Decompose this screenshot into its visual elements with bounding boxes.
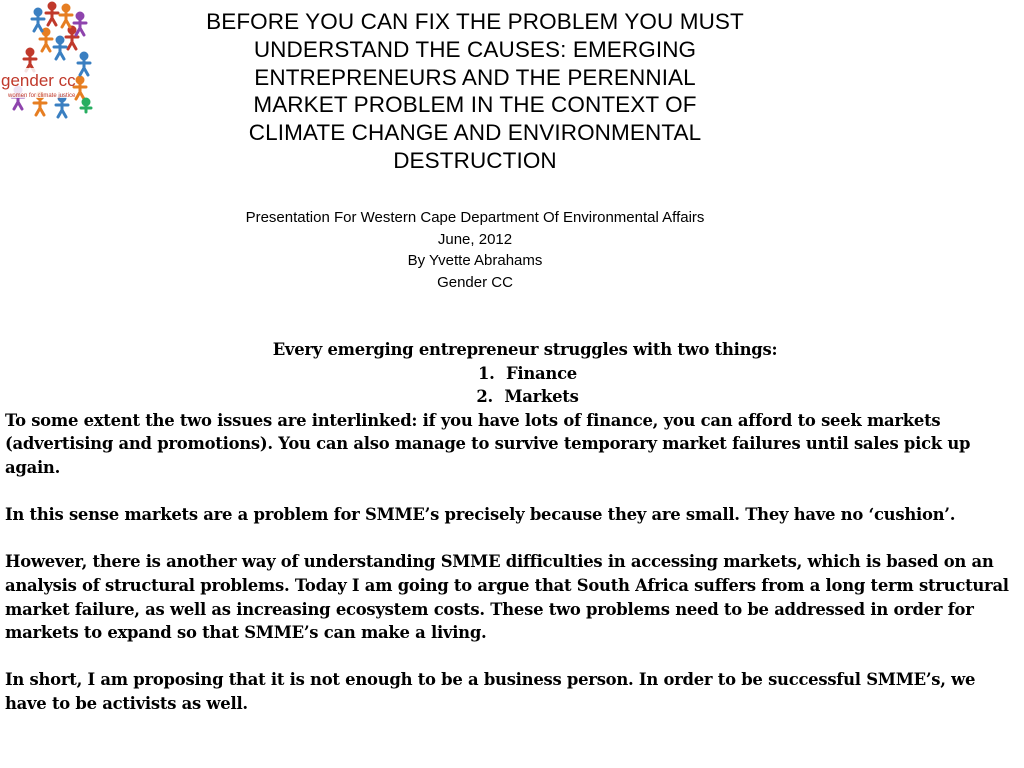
list-number: 2. <box>476 387 493 407</box>
title-line: DESTRUCTION <box>393 147 557 173</box>
presentation-for: Presentation For Western Cape Department Of Environmental Affairs <box>245 209 705 226</box>
body-text <box>5 338 1015 716</box>
list-text: Markets <box>504 387 579 407</box>
gendercc-logo-graphic <box>0 0 96 120</box>
title-line: ENTREPRENEURS AND THE PERENNIAL <box>254 64 696 90</box>
title-line: MARKET PROBLEM IN THE CONTEXT OF <box>253 92 697 118</box>
title-line: CLIMATE CHANGE AND ENVIRONMENTAL <box>248 120 702 146</box>
title-line: BEFORE YOU CAN FIX THE PROBLEM YOU MUST <box>206 9 744 34</box>
list-item <box>5 385 1015 409</box>
list-text: Finance <box>506 363 577 383</box>
list-item <box>5 362 1015 386</box>
paragraph: To some extent the two issues are interlinked: if you have lots of finance, you can afford to seek markets (advertising and promotions). You can also manage to survive temporary market failures until sales pick up again. <box>5 410 971 477</box>
gendercc-logo <box>0 0 96 120</box>
logo-tagline: women for climate justice <box>8 93 76 99</box>
presentation-organization: Gender CC <box>437 273 513 291</box>
paragraph: However, there is another way of understanding SMME difficulties in accessing markets, which is based on an analysis of structural problems. Today I am going to argue that South Africa suffers from a long term structural market failure, as well as increasing ecosystem costs. These two problems need to be addressed in order for markets to expand so that SMME’s can make a living. <box>5 552 1009 643</box>
logo-wordmark: gender cc <box>1 71 76 90</box>
lead-sentence: Every emerging entrepreneur struggles with two things: <box>272 340 778 359</box>
paragraph: In this sense markets are a problem for SMME’s precisely because they are small. They have no ‘cushion’. <box>5 505 956 525</box>
title-line: UNDERSTAND THE CAUSES: EMERGING <box>253 36 697 62</box>
presentation-author: By Yvette Abrahams <box>407 252 543 269</box>
presentation-info <box>110 207 840 293</box>
numbered-list <box>5 362 1015 409</box>
slide-title <box>110 8 840 175</box>
paragraph: In short, I am proposing that it is not enough to be a business person. In order to be successful SMME’s, we have to be activists as well. <box>5 670 976 713</box>
presentation-date: June, 2012 <box>437 230 513 248</box>
list-number: 1. <box>478 363 495 383</box>
